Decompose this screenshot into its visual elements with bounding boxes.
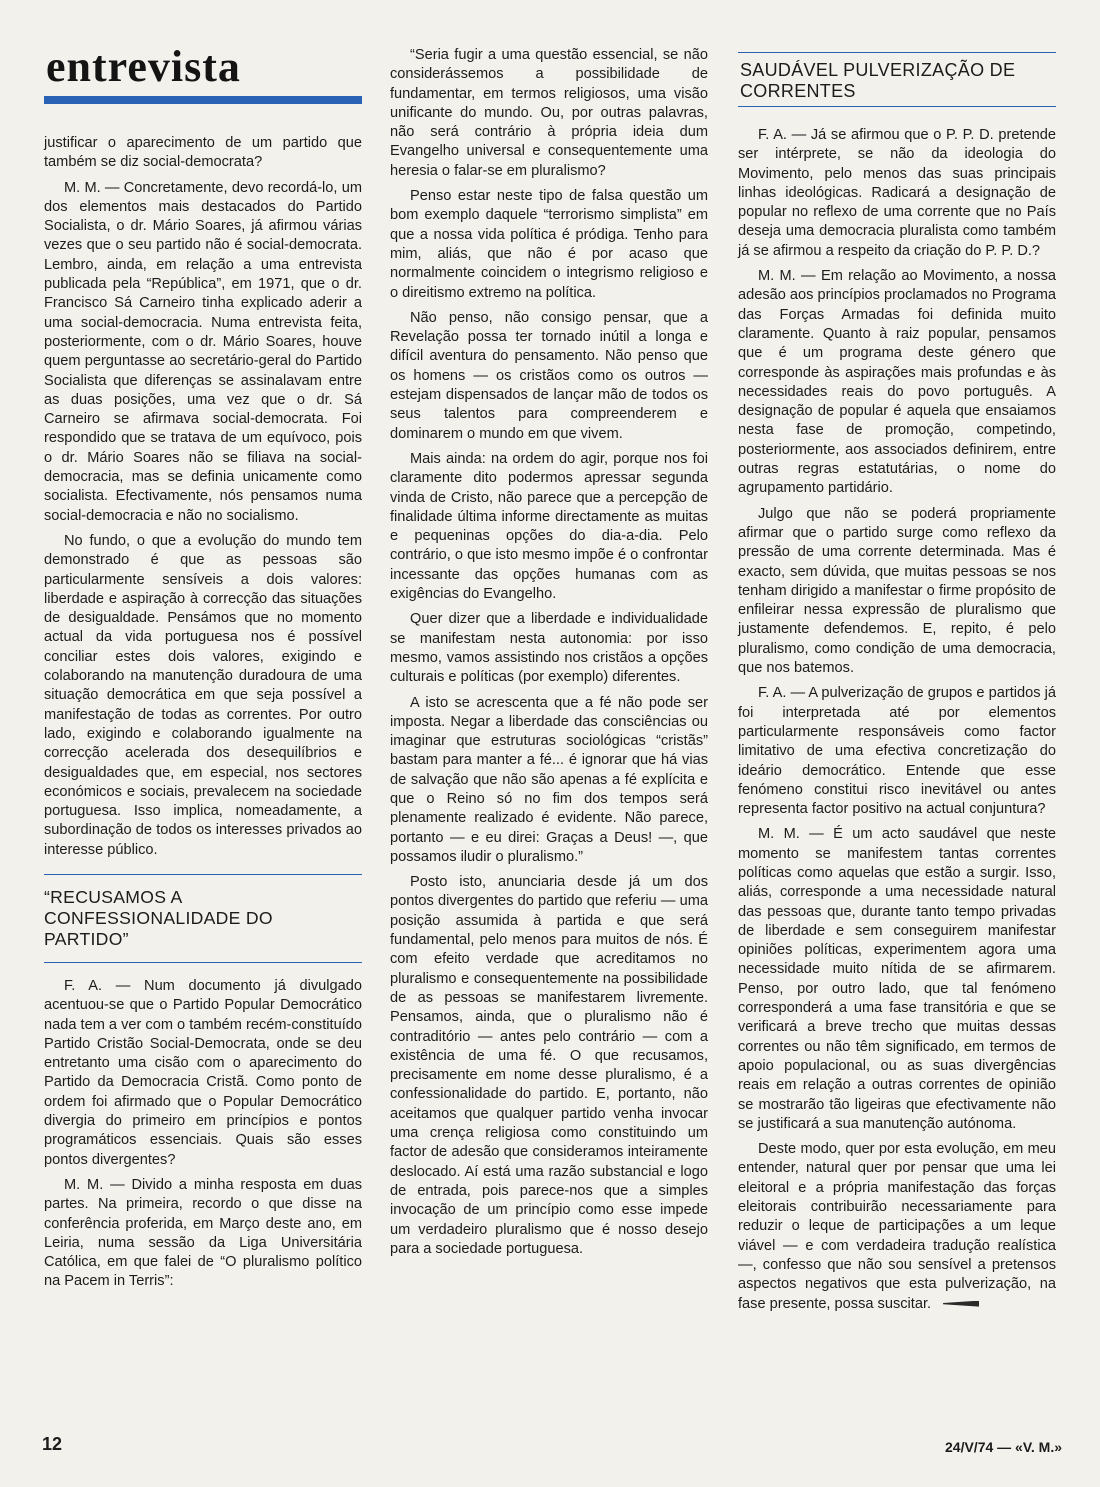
paragraph: M. M. — É um acto saudável que neste momento se manifestem tantas correntes políticas como aquelas que estão a surgir. Isso, aliás, corresponde a uma necessidade natural das pessoas que, durante tanto tempo privadas de liberdade e sem conseguirem manifestar opiniões políticas, experimentem agora uma necessidade muito nítida de se afirmarem. Penso, por outro lado, que tal fenómeno corresponderá a uma fase transitória e que se verificará a breve trecho que muitas dessas correntes ou não têm significado, em termos de apoio populacional, ou as suas divergências reais em relação a outras correntes de opinião se mostrarão tão ligeiras que efectivamente não se justificará a sua manutenção autónoma. — [738, 826, 1056, 1132]
paragraph: justificar o aparecimento de um partido que também se diz social-democrata? — [44, 135, 362, 171]
paragraph — [738, 1140, 1056, 1314]
quote-paragraph: Mais ainda: na ordem do agir, porque nos foi claramente dito podermos apressar segunda vinda de Cristo, não parece que a percepção de finalidade última informe directamente as muitas e pequeninas opções do dia-a-dia. Pelo contrário, o que isto mesmo impõe é o confrontar incessante das opções humanas com as exigências do Evangelho. — [390, 450, 708, 603]
subheading-rule — [44, 874, 362, 875]
column-1 — [44, 134, 362, 1298]
paragraph: M. M. — Concretamente, devo recordá-lo, um dos elementos mais destacados do Partido Socialista, o dr. Mário Soares, já afirmou várias vezes que o seu partido não é social-democrata. Lembro, ainda, em relação a uma entrevista publicada pela “República”, em 1971, que o dr. Francisco Sá Carneiro tinha explicado aderir a uma social-democracia. Numa entrevista feita, posteriormente, com o dr. Mário Soares, houve quem perguntasse ao secretário-geral do Partido Socialista que diferenças se assinalavam entre as duas posições, uma vez que o dr. Sá Carneiro se afirmava social-democrata. Foi respondido que se tratava de um equívoco, pois o dr. Mário Soares não se filiava na social-democracia, mas se definia unicamente como socialista. Efectivamente, nós pensamos numa social-democracia e não no socialismo. — [44, 179, 362, 524]
section-kicker: entrevista — [46, 42, 241, 91]
quote-paragraph: Penso estar neste tipo de falsa questão um bom exemplo daquele “terrorismo simplista” em que a nossa vida política é pródiga. Tenho para mim, aliás, que não é por acaso que normalmente coincidem o integrismo religioso e o direitismo extremo na política. — [390, 188, 708, 301]
paragraph-text: Deste modo, quer por esta evolução, em meu entender, natural quer por pensar que uma lei eleitoral e a própria manifestação das forças eleitorais contribuirão necessariamente para reduzir o leque de participações a um leque viável — e com verdadeira tradução realística —, confesso que não sou sensível a pretensos aspectos negativos que esta pulverização, na fase presente, possa suscitar. — [738, 1141, 1056, 1312]
paragraph: F. A. — Num documento já divulgado acentuou-se que o Partido Popular Democrático nada tem a ver com o também recém-constituído Partido Cristão Social-Democrata, onde se deu entretanto uma cisão com o aparecimento do Partido da Democracia Cristã. Como ponto de ordem foi afirmado que o Popular Democrático divergia do primeiro em princípios e pontos programáticos essenciais. Quais são esses pontos divergentes? — [44, 977, 362, 1168]
paragraph: F. A. — A pulverização de grupos e partidos já foi interpretada até por elementos particularmente responsáveis como factor limitativo de uma efectiva concretização do ideário democrático. Entende que esse fenómeno constitui risco inevitável ou antes representa factor positivo na actual conjuntura? — [738, 685, 1056, 818]
subheading-confessionalidade: “RECUSAMOS A CONFESSIONALIDADE DO PARTIDO” — [44, 886, 273, 949]
subheading-pulverizacao: SAUDÁVEL PULVERIZAÇÃO DE CORRENTES — [740, 60, 1016, 101]
subheading-rule-top — [738, 52, 1056, 53]
paragraph: Posto isto, anunciaria desde já um dos pontos divergentes do partido que referiu — uma posição assumida à partida e que será fundamental, pelo menos para muitos de nós. É com efeito verdade que acreditamos no pluralismo e consequentemente na possibilidade de as pessoas se manifestarem livremente. Pensamos, ainda, que o pluralismo não é contraditório — antes pelo contrário — com a existência de uma fé. O que recusamos, precisamente em nome desse pluralismo, é a confessionalidade do partido. E, portanto, não aceitamos que qualquer partido venha invocar uma crença religiosa como constituindo um factor de adesão que consideramos inteiramente deslocado. Aí está uma razão substancial e logo de entrada, pois parece-nos que a simples invocação de um princípio como esse impede um verdadeiro pluralismo que é nosso desejo para a sociedade portuguesa. — [390, 874, 708, 1257]
issue-date: 24/V/74 — «V. M.» — [945, 1439, 1062, 1455]
subheading-rule-bottom — [738, 106, 1056, 107]
quote-paragraph: Quer dizer que a liberdade e individualidade se manifestam nesta autonomia: por isso mesmo, vamos assistindo nos cristãos a opções culturais e políticas (por exemplo) diferentes. — [390, 611, 708, 686]
quote-paragraph: A isto se acrescenta que a fé não pode ser imposta. Negar a liberdade das consciências ou imaginar que estruturas sociológicas “cristãs” bastam para manter a fé... é ignorar que há vias de salvação que não são apenas a fé explícita e que o Reino só no fim dos tempos será plenamente realizado é evidente. Não parece, portanto — e eu direi: Graças a Deus! —, que possamos iludir o pluralismo.” — [390, 694, 708, 865]
paragraph: F. A. — Já se afirmou que o P. P. D. pretende ser intérprete, se não da ideologia do Movimento, pelo menos das suas principais linhas ideológicas. Radicará a designação de popular no reflexo de uma corrente que no País deseja uma democracia pluralista como também já se afirmou a respeito da criação do P. P. D.? — [738, 127, 1056, 259]
page-number: 12 — [42, 1434, 63, 1454]
quote-paragraph: Não penso, não consigo pensar, que a Revelação possa ter tornado inútil a longa e difícil aventura do pensamento. Não penso que os homens — os cristãos como os outros — estejam dispensados de lançar mão de todos os seus talentos para compreenderem e dominarem o mundo em que vivem. — [390, 309, 708, 442]
paragraph: M. M. — Em relação ao Movimento, a nossa adesão aos princípios proclamados no Programa das Forças Armadas foi definida muito claramente. Quanto à raiz popular, pensamos que é um programa deste género que corresponde às aspirações mais profundas e às necessidades reais do povo português. A designação de popular é aquela que ensaiamos nesta fase de promoção, competindo, posteriormente, aos associados definirem, entre outras regras estatutárias, o nome do agrupamento partidário. — [738, 268, 1056, 497]
kicker-underline — [44, 96, 362, 104]
quote-paragraph: “Seria fugir a uma questão essencial, se não considerássemos a possibilidade de fundamentar, em termos religiosos, uma visão unificante do mundo. Ou, por outras palavras, não será contrário à própria ideia dum Evangelho universal e consequentemente uma heresia o falar-se em pluralismo? — [390, 47, 708, 179]
column-3 — [738, 126, 1056, 1320]
paragraph: No fundo, o que a evolução do mundo tem demonstrado é que as pessoas são particularmente sensíveis a dois valores: liberdade e aspiração à correcção das situações de desigualdade. Pensámos que no momento actual da vida portuguesa nos é possível conciliar estes dois valores, exigindo e colaborando na manutenção duradoura de uma situação democrática em que seja possível a manifestação de todas as correntes. Por outro lado, exigindo e colaborando igualmente na correcção acelerada dos desequilíbrios e desigualdades que, em especial, nos sectores económicos e sociais, prevalecem na sociedade portuguesa. Isso implica, nomeadamente, a subordinação de todos os interesses privados ao interesse público. — [44, 532, 362, 858]
paragraph: M. M. — Divido a minha resposta em duas partes. Na primeira, recordo o que disse na conferência proferida, em Março deste ano, em Leiria, numa sessão da Liga Universitária Católica, em que falei de “O pluralismo político na Pacem in Terris”: — [44, 1176, 362, 1290]
paragraph: Julgo que não se poderá propriamente afirmar que o partido surge como reflexo da pressão de uma corrente determinada. Mas é exacto, sem dúvida, que muitas pessoas se nos tenham dirigido a manifestar o firme propósito de enfileirar nessa expressão de pluralismo que justamente defendemos. E, repito, é pelo pluralismo, como condição de uma democracia, que nos batemos. — [738, 505, 1056, 677]
subheading-rule — [44, 962, 362, 963]
column-2 — [390, 46, 708, 1265]
continue-arrow-icon — [943, 1301, 979, 1307]
